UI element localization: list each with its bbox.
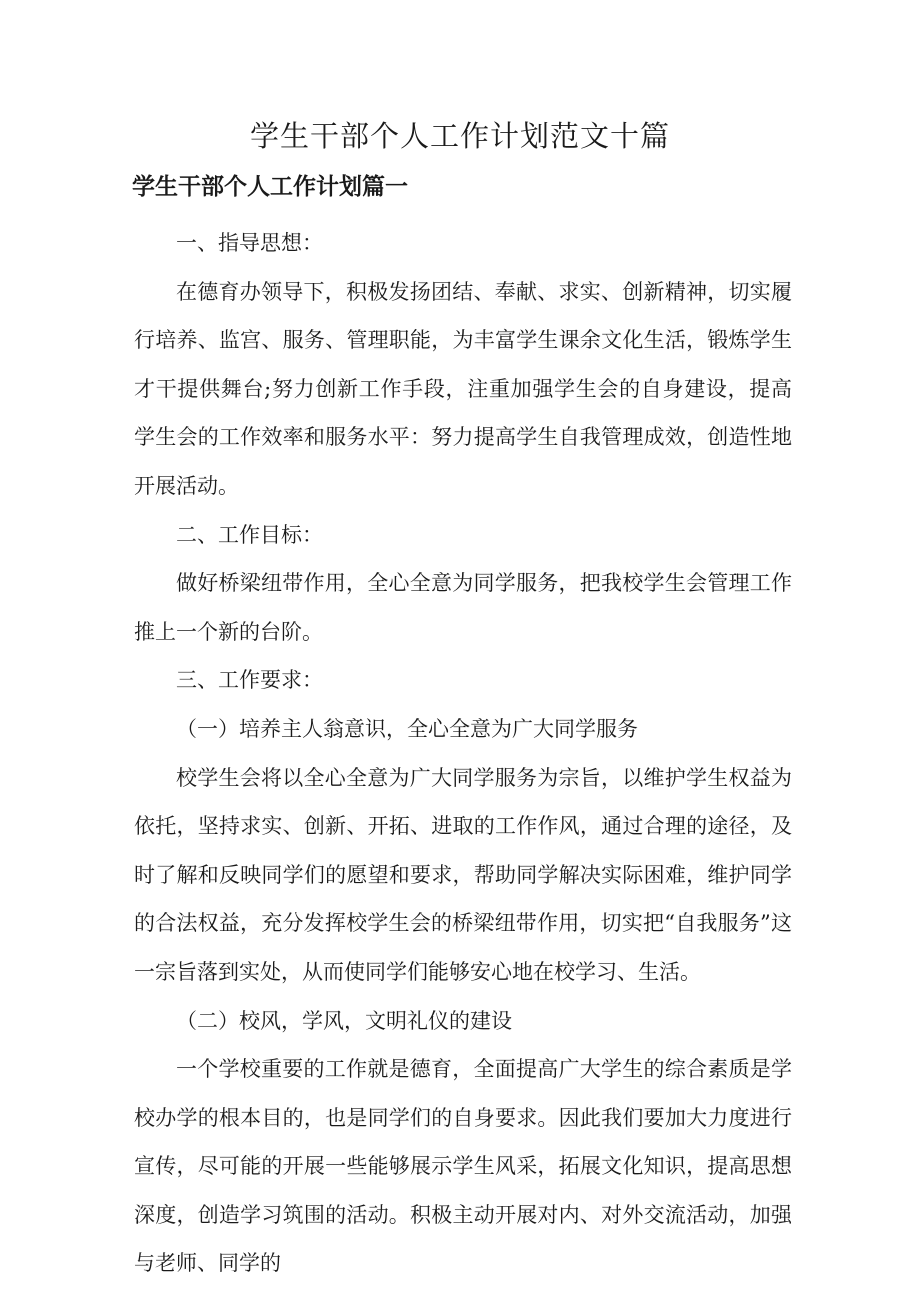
subheading-ownership: （一）培养主人翁意识，全心全意为广大同学服务 [176, 716, 638, 741]
document-body [134, 219, 792, 1288]
paragraph-school-spirit: 一个学校重要的工作就是德育，全面提高广大学生的综合素质是学校办学的根本目的，也是同学们的自身要求。因此我们要加大力度进行宣传，尽可能的开展一些能够展示学生风采，拓展文化知识，提高思想深度，创造学习筑围的活动。积极主动开展对内、对外交流活动，加强与老师、同学的 [134, 1057, 792, 1276]
section-subtitle: 学生干部个人工作计划篇一 [132, 174, 408, 200]
heading-guiding-ideology: 一、指导思想： [176, 231, 323, 255]
paragraph-work-goals: 做好桥梁纽带作用，全心全意为同学服务，把我校学生会管理工作推上一个新的台阶。 [134, 571, 792, 644]
heading-work-goals: 二、工作目标： [176, 522, 323, 547]
subheading-school-spirit: （二）校风，学风，文明礼仪的建设 [176, 1008, 512, 1033]
heading-work-requirements: 三、工作要求： [176, 668, 323, 693]
document-title: 学生干部个人工作计划范文十篇 [249, 119, 670, 153]
paragraph-guiding-ideology: 在德育办领导下，积极发扬团结、奉献、求实、创新精神，切实履行培养、监宫、服务、管理职能，为丰富学生课余文化生活，锻炼学生才干提供舞台;努力创新工作手段，注重加强学生会的自身建设，提高学生会的工作效率和服务水平：努力提高学生自我管理成效，创造性地开展活动。 [134, 279, 792, 498]
paragraph-ownership: 校学生会将以全心全意为广大同学服务为宗旨，以维护学生权益为依托，坚持求实、创新、开拓、进取的工作作风，通过合理的途径，及时了解和反映同学们的愿望和要求，帮助同学解决实际困难，维护同学的合法权益，充分发挥校学生会的桥梁纽带作用，切实把“自我服务”这一宗旨落到实处，从而使同学们能够安心地在校学习、生活。 [134, 765, 792, 984]
